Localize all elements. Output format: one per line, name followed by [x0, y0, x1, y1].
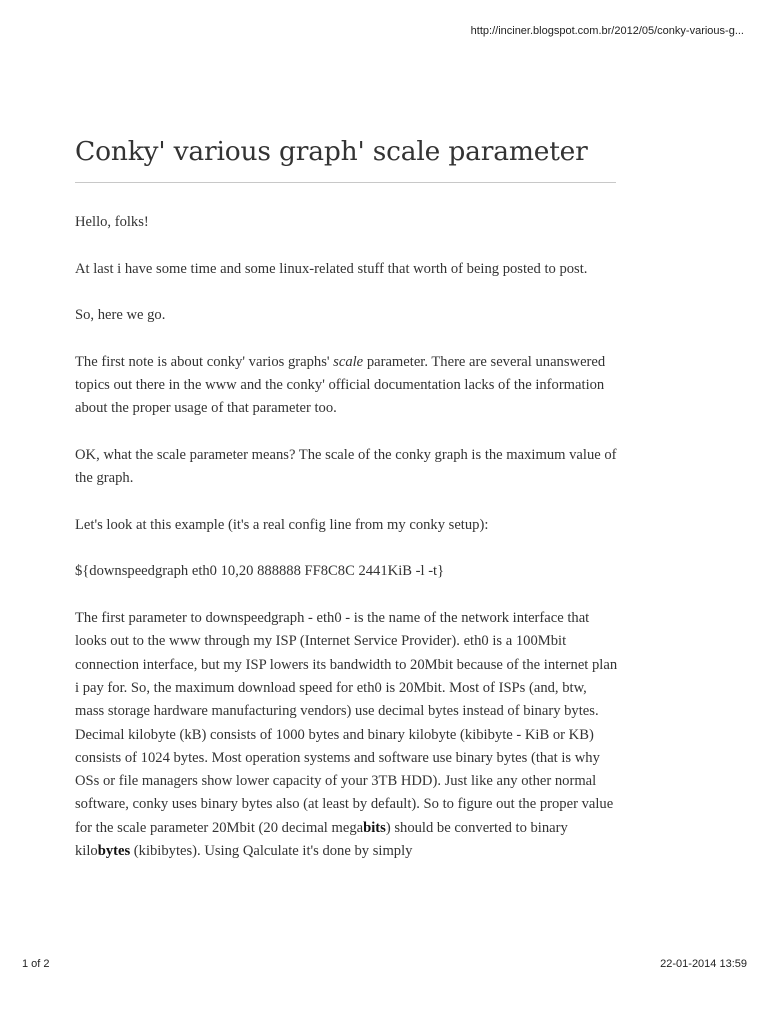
article	[75, 133, 619, 887]
article-body	[75, 211, 619, 863]
paragraph-here-we-go: So, here we go.	[75, 307, 166, 324]
page-counter: 1 of 2	[22, 958, 50, 970]
text-span: The first note is about conky' varios graphs'	[75, 353, 334, 370]
paragraph-scale-meaning: OK, what the scale parameter means? The scale of the conky graph is the maximum value of the graph.	[75, 446, 617, 487]
paragraph-greeting: Hello, folks!	[75, 214, 149, 230]
text-span: (kibibytes). Using Qalculate it's done by simply	[130, 843, 413, 860]
page-url: http://inciner.blogspot.com.br/2012/05/conky-various-g...	[470, 25, 744, 37]
paragraph-first-note	[75, 351, 619, 421]
print-datetime: 22-01-2014 13:59	[660, 958, 747, 970]
paragraph-explanation	[75, 607, 619, 863]
article-title: Conky' various graph' scale parameter	[75, 136, 588, 167]
bold-bits: bits	[363, 819, 386, 836]
text-span: The first parameter to downspeedgraph - eth0 - is the name of the network interface that looks out to the www through my ISP (Internet Service Provider). eth0 is a 100Mbit connection interface, but my ISP lowers its bandwidth to 20Mbit because of the internet plan i pay for. So, the maximum download speed for eth0 is 20Mbit. Most of ISPs (and, btw, mass storage hardware manufacturing vendors) use decimal bytes instead of binary bytes. Decimal kilobyte (kB) consists of 1000 bytes and binary kilobyte (kibibyte - KiB or KB) consists of 1024 bytes. Most operation systems and software use binary bytes (that is why OSs or file managers show lower capacity of your 3TB HDD). Just like any other normal software, conky uses binary bytes also (at least by default). So to figure out the proper value for the scale parameter 20Mbit (20 decimal mega	[75, 610, 618, 836]
text-span: ) should be converted to binary kilo	[75, 819, 568, 860]
config-line: ${downspeedgraph eth0 10,20 888888 FF8C8C 2441KiB -l -t}	[75, 563, 445, 580]
emphasis-scale: scale	[333, 353, 364, 370]
paragraph-intro: At last i have some time and some linux-related stuff that worth of being posted to post.	[75, 260, 588, 277]
text-span: parameter. There are several unanswered topics out there in the www and the conky' official documentation lacks of the information about the proper usage of that parameter too.	[75, 353, 606, 417]
paragraph-example-intro: Let's look at this example (it's a real config line from my conky setup):	[75, 516, 489, 533]
bold-bytes: bytes	[97, 843, 131, 860]
title-divider	[75, 182, 616, 183]
